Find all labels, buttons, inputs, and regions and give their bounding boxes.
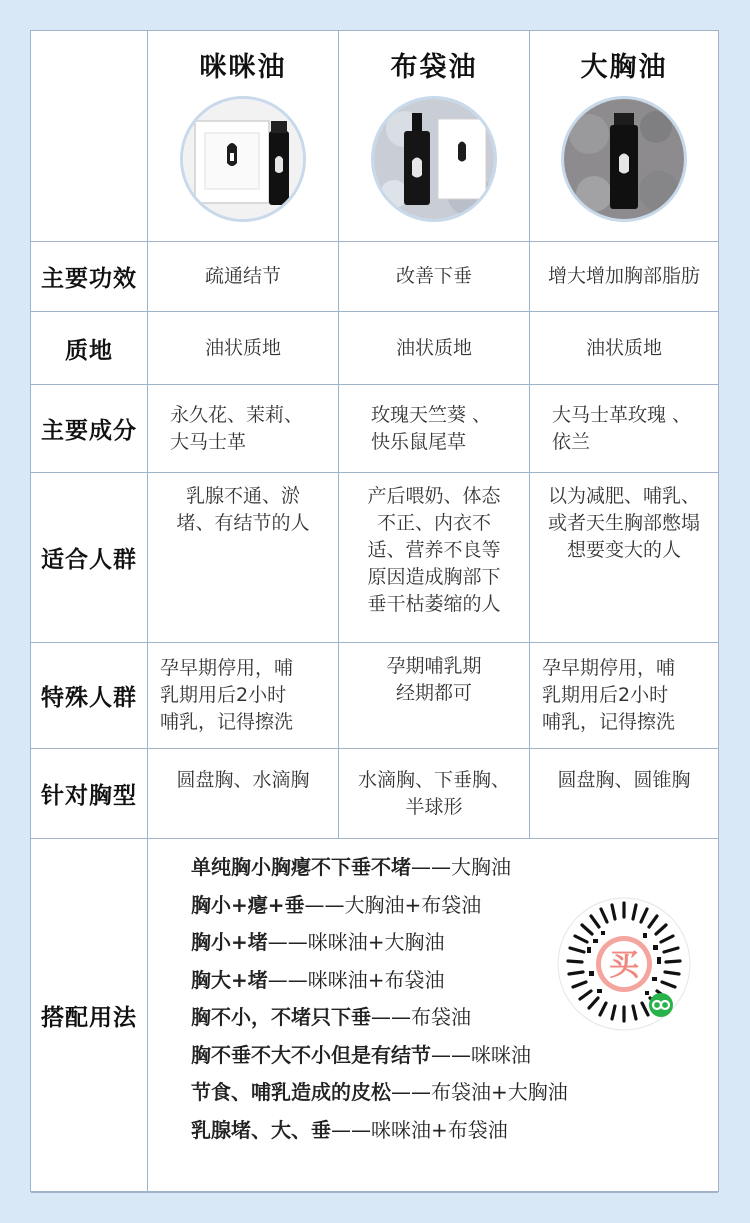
table-cell: 油状质地 xyxy=(339,312,530,384)
table-cell: 永久花、茉莉、 大马士革 xyxy=(148,385,339,472)
table-cell: 产后喂奶、体态 不正、内衣不 适、营养不良等 原因造成胸部下 垂干枯萎缩的人 xyxy=(339,473,530,642)
product-photo-mimi-oil xyxy=(180,96,306,222)
usage-line xyxy=(191,1112,568,1150)
table-cell: 孕期哺乳期 经期都可 xyxy=(339,643,530,748)
row-label: 适合人群 xyxy=(31,473,148,642)
row-label: 主要成分 xyxy=(31,385,148,472)
table-cell: 改善下垂 xyxy=(339,242,530,311)
table-cell: 疏通结节 xyxy=(148,242,339,311)
table-row xyxy=(31,473,718,643)
usage-value: ——咪咪油+布袋油 xyxy=(267,967,445,992)
product-column-header xyxy=(339,31,530,241)
usage-value: ——布袋油 xyxy=(371,1005,471,1029)
product-photo-budai-oil xyxy=(371,96,497,222)
product-column-header xyxy=(530,31,718,241)
table-row xyxy=(31,643,718,749)
usage-key: 胸不垂不大不小但是有结节 xyxy=(191,1042,431,1067)
product-name: 咪咪油 xyxy=(199,52,287,83)
product-photo-dasiong-oil xyxy=(561,96,687,222)
table-row xyxy=(31,312,718,385)
usage-value: ——大胸油 xyxy=(411,855,511,879)
table-cell: 孕早期停用，哺 乳期用后2小时 哺乳，记得擦洗 xyxy=(148,643,339,748)
product-name: 大胸油 xyxy=(580,52,668,83)
table-cell: 圆盘胸、水滴胸 xyxy=(148,749,339,838)
usage-value: ——咪咪油+大胸油 xyxy=(267,930,445,954)
usage-line xyxy=(191,887,568,925)
usage-value: ——咪咪油 xyxy=(431,1042,531,1067)
usage-line xyxy=(191,1037,568,1075)
table-cell: 增大增加胸部脂肪 xyxy=(547,265,700,287)
table-cell: 大马士革玫瑰 、 依兰 xyxy=(552,403,692,453)
usage-line xyxy=(191,924,568,962)
usage-line xyxy=(191,1074,568,1112)
table-cell: 玫瑰天竺葵 、 快乐鼠尾草 xyxy=(339,385,530,472)
mini-program-icon xyxy=(649,993,673,1017)
row-label: 特殊人群 xyxy=(31,643,148,748)
usage-key: 节食、哺乳造成的皮松 xyxy=(191,1080,391,1104)
product-column-header xyxy=(148,31,339,241)
table-row xyxy=(31,749,718,839)
table-cell: 圆盘胸、圆锥胸 xyxy=(557,769,691,791)
usage-key: 单纯胸小胸瘪不下垂不堵 xyxy=(191,855,411,879)
usage-line xyxy=(191,849,568,887)
usage-key: 胸不小，不堵只下垂 xyxy=(191,1005,371,1029)
usage-value: ——布袋油+大胸油 xyxy=(391,1080,568,1104)
qr-center-glyph: 买 xyxy=(609,948,639,983)
table-cell: 以为减肥、哺乳、 或者天生胸部憋塌 想要变大的人 xyxy=(547,485,700,561)
table-cell: 乳腺不通、淤 堵、有结节的人 xyxy=(148,473,339,642)
row-label: 主要功效 xyxy=(31,242,148,311)
usage-key: 乳腺堵、大、垂 xyxy=(191,1117,331,1142)
table-row xyxy=(31,242,718,312)
table-cell: 孕早期停用，哺 乳期用后2小时 哺乳，记得擦洗 xyxy=(542,657,676,733)
mini-program-qr-code[interactable] xyxy=(557,897,691,1031)
usage-list xyxy=(191,849,568,1149)
usage-line xyxy=(191,962,568,1000)
header-corner-cell xyxy=(31,31,148,241)
row-label: 针对胸型 xyxy=(31,749,148,838)
usage-key: 胸小+瘪+垂 xyxy=(191,892,305,917)
product-name: 布袋油 xyxy=(390,52,478,83)
usage-line xyxy=(191,999,568,1037)
table-row xyxy=(31,385,718,473)
table-cell: 油状质地 xyxy=(585,336,662,359)
usage-value: ——咪咪油+布袋油 xyxy=(331,1117,508,1142)
usage-key: 胸大+堵 xyxy=(191,967,268,992)
table-cell: 水滴胸、下垂胸、 半球形 xyxy=(339,749,530,838)
comparison-table xyxy=(30,30,719,1192)
row-label: 搭配用法 xyxy=(31,839,148,1192)
header-row xyxy=(31,31,718,242)
usage-key: 胸小+堵 xyxy=(191,930,268,954)
row-label: 质地 xyxy=(31,312,148,384)
table-cell: 油状质地 xyxy=(148,312,339,384)
usage-value: ——大胸油+布袋油 xyxy=(304,892,482,917)
